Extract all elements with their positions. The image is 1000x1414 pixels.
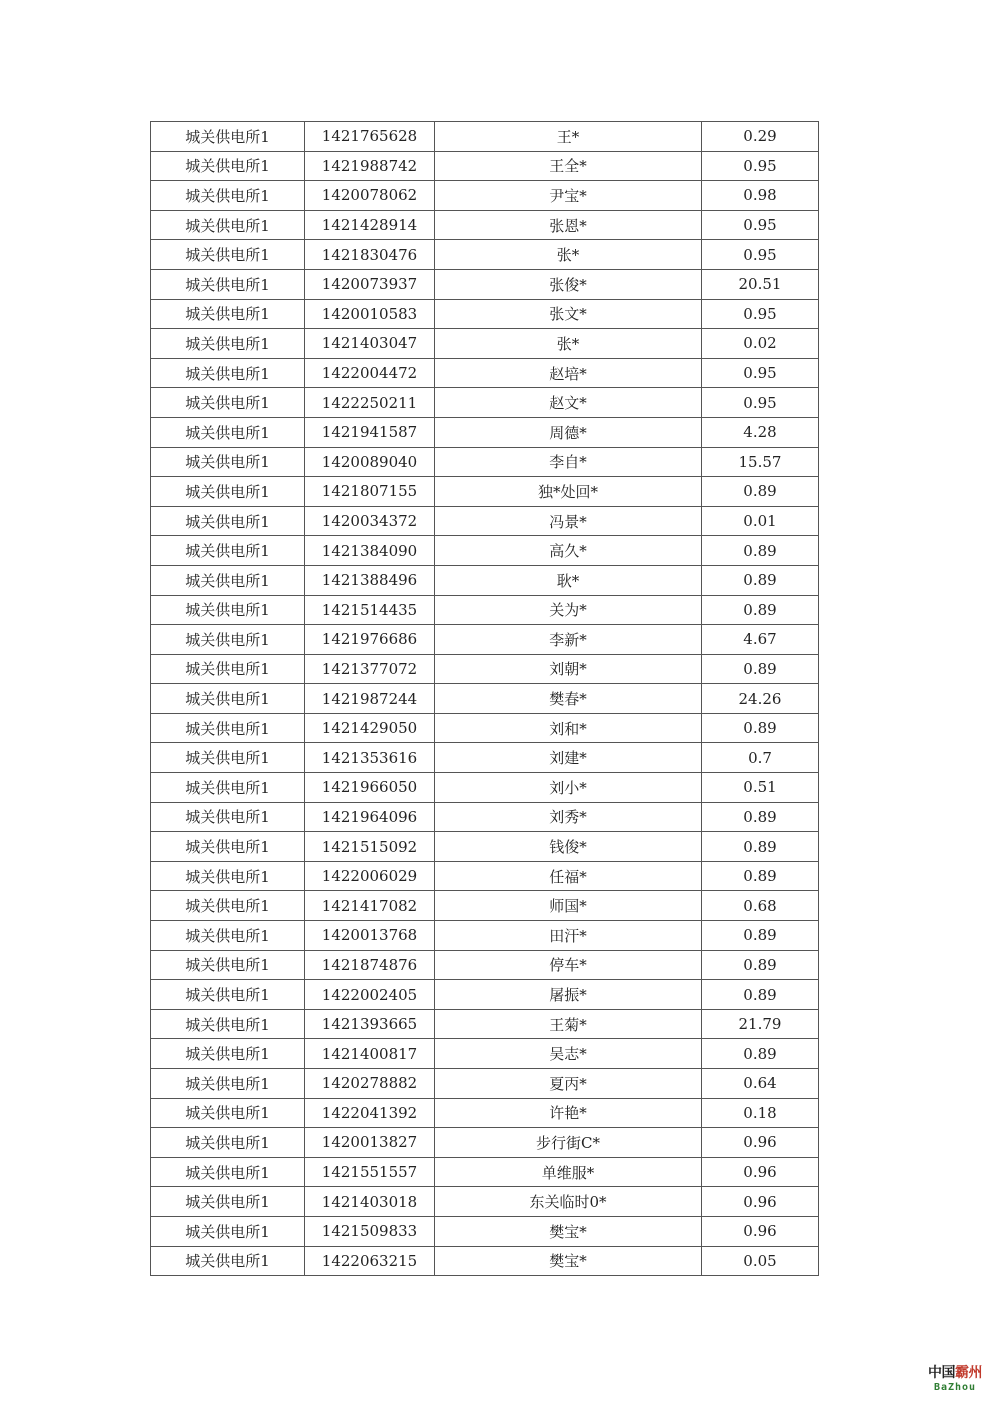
customer-name-cell: 刘建* <box>435 743 702 773</box>
table-row <box>151 447 819 477</box>
table-row <box>151 802 819 832</box>
customer-name-cell: 樊宝* <box>435 1246 702 1276</box>
account-number-cell: 1421428914 <box>305 210 435 240</box>
amount-cell: 0.7 <box>702 743 819 773</box>
table-body <box>151 122 819 1276</box>
account-number-cell: 1420089040 <box>305 447 435 477</box>
table-row <box>151 565 819 595</box>
station-cell: 城关供电所1 <box>151 773 305 803</box>
customer-name-cell: 独*处回* <box>435 477 702 507</box>
station-cell: 城关供电所1 <box>151 1216 305 1246</box>
account-number-cell: 1420013768 <box>305 921 435 951</box>
account-number-cell: 1421966050 <box>305 773 435 803</box>
table-row <box>151 921 819 951</box>
table-row <box>151 1039 819 1069</box>
table-row <box>151 1128 819 1158</box>
amount-cell: 0.18 <box>702 1098 819 1128</box>
table-row <box>151 625 819 655</box>
amount-cell: 0.96 <box>702 1187 819 1217</box>
amount-cell: 0.89 <box>702 713 819 743</box>
customer-name-cell: 李自* <box>435 447 702 477</box>
table-row <box>151 713 819 743</box>
table-row <box>151 269 819 299</box>
station-cell: 城关供电所1 <box>151 477 305 507</box>
account-number-cell: 1421874876 <box>305 950 435 980</box>
station-cell: 城关供电所1 <box>151 684 305 714</box>
customer-name-cell: 张文* <box>435 299 702 329</box>
amount-cell: 0.89 <box>702 595 819 625</box>
station-cell: 城关供电所1 <box>151 1157 305 1187</box>
station-cell: 城关供电所1 <box>151 921 305 951</box>
customer-name-cell: 王* <box>435 122 702 152</box>
amount-cell: 4.67 <box>702 625 819 655</box>
amount-cell: 0.02 <box>702 329 819 359</box>
customer-name-cell: 屠振* <box>435 980 702 1010</box>
amount-cell: 0.95 <box>702 151 819 181</box>
table-row <box>151 654 819 684</box>
customer-name-cell: 钱俊* <box>435 832 702 862</box>
table-row <box>151 1187 819 1217</box>
amount-cell: 20.51 <box>702 269 819 299</box>
table-row <box>151 358 819 388</box>
customer-name-cell: 张俊* <box>435 269 702 299</box>
table-row <box>151 861 819 891</box>
amount-cell: 15.57 <box>702 447 819 477</box>
station-cell: 城关供电所1 <box>151 1009 305 1039</box>
table-row <box>151 299 819 329</box>
table-row <box>151 151 819 181</box>
account-number-cell: 1422063215 <box>305 1246 435 1276</box>
amount-cell: 4.28 <box>702 417 819 447</box>
account-number-cell: 1421384090 <box>305 536 435 566</box>
customer-name-cell: 师国* <box>435 891 702 921</box>
station-cell: 城关供电所1 <box>151 861 305 891</box>
station-cell: 城关供电所1 <box>151 329 305 359</box>
station-cell: 城关供电所1 <box>151 151 305 181</box>
amount-cell: 0.89 <box>702 832 819 862</box>
table-row <box>151 832 819 862</box>
customer-name-cell: 刘朝* <box>435 654 702 684</box>
account-number-cell: 1421551557 <box>305 1157 435 1187</box>
account-number-cell: 1421417082 <box>305 891 435 921</box>
amount-cell: 0.89 <box>702 802 819 832</box>
account-number-cell: 1421353616 <box>305 743 435 773</box>
table-row <box>151 122 819 152</box>
amount-cell: 0.01 <box>702 506 819 536</box>
account-number-cell: 1421988742 <box>305 151 435 181</box>
account-number-cell: 1421388496 <box>305 565 435 595</box>
table-row <box>151 743 819 773</box>
customer-name-cell: 樊宝* <box>435 1216 702 1246</box>
table-row <box>151 181 819 211</box>
table-row <box>151 1216 819 1246</box>
amount-cell: 0.05 <box>702 1246 819 1276</box>
station-cell: 城关供电所1 <box>151 713 305 743</box>
account-number-cell: 1422002405 <box>305 980 435 1010</box>
table-row <box>151 950 819 980</box>
table-row <box>151 536 819 566</box>
station-cell: 城关供电所1 <box>151 447 305 477</box>
station-cell: 城关供电所1 <box>151 122 305 152</box>
station-cell: 城关供电所1 <box>151 1246 305 1276</box>
customer-name-cell: 周德* <box>435 417 702 447</box>
table-row <box>151 477 819 507</box>
account-number-cell: 1420034372 <box>305 506 435 536</box>
station-cell: 城关供电所1 <box>151 417 305 447</box>
amount-cell: 0.89 <box>702 950 819 980</box>
account-number-cell: 1421393665 <box>305 1009 435 1039</box>
table-row <box>151 1009 819 1039</box>
table-row <box>151 980 819 1010</box>
station-cell: 城关供电所1 <box>151 565 305 595</box>
table-row <box>151 417 819 447</box>
customer-name-cell: 关为* <box>435 595 702 625</box>
customer-name-cell: 田汗* <box>435 921 702 951</box>
account-number-cell: 1421377072 <box>305 654 435 684</box>
account-number-cell: 1421403018 <box>305 1187 435 1217</box>
amount-cell: 21.79 <box>702 1009 819 1039</box>
customer-name-cell: 刘和* <box>435 713 702 743</box>
account-number-cell: 1420013827 <box>305 1128 435 1158</box>
station-cell: 城关供电所1 <box>151 240 305 270</box>
amount-cell: 0.95 <box>702 358 819 388</box>
table-row <box>151 1098 819 1128</box>
amount-cell: 0.89 <box>702 536 819 566</box>
customer-name-cell: 王全* <box>435 151 702 181</box>
station-cell: 城关供电所1 <box>151 832 305 862</box>
account-number-cell: 1422006029 <box>305 861 435 891</box>
table-row <box>151 891 819 921</box>
account-number-cell: 1421830476 <box>305 240 435 270</box>
station-cell: 城关供电所1 <box>151 1098 305 1128</box>
amount-cell: 0.64 <box>702 1069 819 1099</box>
account-number-cell: 1421941587 <box>305 417 435 447</box>
table-row <box>151 388 819 418</box>
station-cell: 城关供电所1 <box>151 1069 305 1099</box>
table-row <box>151 329 819 359</box>
account-number-cell: 1421765628 <box>305 122 435 152</box>
customer-name-cell: 许艳* <box>435 1098 702 1128</box>
account-number-cell: 1422004472 <box>305 358 435 388</box>
customer-name-cell: 李新* <box>435 625 702 655</box>
amount-cell: 0.51 <box>702 773 819 803</box>
account-number-cell: 1422041392 <box>305 1098 435 1128</box>
account-number-cell: 1421807155 <box>305 477 435 507</box>
customer-name-cell: 赵培* <box>435 358 702 388</box>
amount-cell: 24.26 <box>702 684 819 714</box>
account-number-cell: 1421403047 <box>305 329 435 359</box>
customer-name-cell: 刘秀* <box>435 802 702 832</box>
account-number-cell: 1421987244 <box>305 684 435 714</box>
station-cell: 城关供电所1 <box>151 802 305 832</box>
customer-name-cell: 停车* <box>435 950 702 980</box>
customer-name-cell: 步行街C* <box>435 1128 702 1158</box>
amount-cell: 0.89 <box>702 1039 819 1069</box>
station-cell: 城关供电所1 <box>151 388 305 418</box>
station-cell: 城关供电所1 <box>151 980 305 1010</box>
account-number-cell: 1420278882 <box>305 1069 435 1099</box>
station-cell: 城关供电所1 <box>151 625 305 655</box>
amount-cell: 0.89 <box>702 980 819 1010</box>
customer-name-cell: 樊春* <box>435 684 702 714</box>
station-cell: 城关供电所1 <box>151 1187 305 1217</box>
table-row <box>151 1157 819 1187</box>
customer-name-cell: 夏丙* <box>435 1069 702 1099</box>
station-cell: 城关供电所1 <box>151 1128 305 1158</box>
station-cell: 城关供电所1 <box>151 181 305 211</box>
account-number-cell: 1421964096 <box>305 802 435 832</box>
station-cell: 城关供电所1 <box>151 536 305 566</box>
customer-name-cell: 张* <box>435 329 702 359</box>
station-cell: 城关供电所1 <box>151 358 305 388</box>
table-row <box>151 1069 819 1099</box>
customer-name-cell: 高久* <box>435 536 702 566</box>
amount-cell: 0.89 <box>702 654 819 684</box>
amount-cell: 0.89 <box>702 861 819 891</box>
account-number-cell: 1421429050 <box>305 713 435 743</box>
customer-name-cell: 王菊* <box>435 1009 702 1039</box>
account-number-cell: 1421976686 <box>305 625 435 655</box>
table-row <box>151 684 819 714</box>
table-row <box>151 210 819 240</box>
table-row <box>151 773 819 803</box>
account-number-cell: 1421514435 <box>305 595 435 625</box>
data-table <box>150 121 819 1276</box>
station-cell: 城关供电所1 <box>151 950 305 980</box>
watermark-main <box>922 1366 988 1380</box>
station-cell: 城关供电所1 <box>151 743 305 773</box>
account-number-cell: 1420010583 <box>305 299 435 329</box>
table-row <box>151 506 819 536</box>
account-number-cell: 1421509833 <box>305 1216 435 1246</box>
amount-cell: 0.29 <box>702 122 819 152</box>
amount-cell: 0.96 <box>702 1128 819 1158</box>
account-number-cell: 1421400817 <box>305 1039 435 1069</box>
customer-name-cell: 张恩* <box>435 210 702 240</box>
customer-name-cell: 单维服* <box>435 1157 702 1187</box>
account-number-cell: 1420073937 <box>305 269 435 299</box>
table-row <box>151 240 819 270</box>
watermark-main-right: 霸州 <box>955 1365 982 1381</box>
customer-name-cell: 东关临时0* <box>435 1187 702 1217</box>
amount-cell: 0.89 <box>702 477 819 507</box>
amount-cell: 0.98 <box>702 181 819 211</box>
station-cell: 城关供电所1 <box>151 1039 305 1069</box>
amount-cell: 0.95 <box>702 240 819 270</box>
bazhou-watermark-logo <box>922 1366 988 1393</box>
amount-cell: 0.89 <box>702 921 819 951</box>
customer-name-cell: 冯景* <box>435 506 702 536</box>
table-row <box>151 595 819 625</box>
amount-cell: 0.95 <box>702 210 819 240</box>
station-cell: 城关供电所1 <box>151 299 305 329</box>
amount-cell: 0.68 <box>702 891 819 921</box>
customer-name-cell: 吴志* <box>435 1039 702 1069</box>
table-row <box>151 1246 819 1276</box>
station-cell: 城关供电所1 <box>151 891 305 921</box>
watermark-main-left: 中国 <box>928 1365 955 1381</box>
customer-name-cell: 赵文* <box>435 388 702 418</box>
station-cell: 城关供电所1 <box>151 654 305 684</box>
account-number-cell: 1422250211 <box>305 388 435 418</box>
station-cell: 城关供电所1 <box>151 269 305 299</box>
account-number-cell: 1420078062 <box>305 181 435 211</box>
amount-cell: 0.95 <box>702 388 819 418</box>
customer-name-cell: 任福* <box>435 861 702 891</box>
station-cell: 城关供电所1 <box>151 595 305 625</box>
amount-cell: 0.89 <box>702 565 819 595</box>
station-cell: 城关供电所1 <box>151 210 305 240</box>
account-number-cell: 1421515092 <box>305 832 435 862</box>
customer-name-cell: 刘小* <box>435 773 702 803</box>
amount-cell: 0.96 <box>702 1157 819 1187</box>
station-cell: 城关供电所1 <box>151 506 305 536</box>
customer-name-cell: 尹宝* <box>435 181 702 211</box>
amount-cell: 0.95 <box>702 299 819 329</box>
customer-name-cell: 张* <box>435 240 702 270</box>
amount-cell: 0.96 <box>702 1216 819 1246</box>
watermark-sub: BaZhou <box>933 1382 977 1393</box>
customer-name-cell: 耿* <box>435 565 702 595</box>
